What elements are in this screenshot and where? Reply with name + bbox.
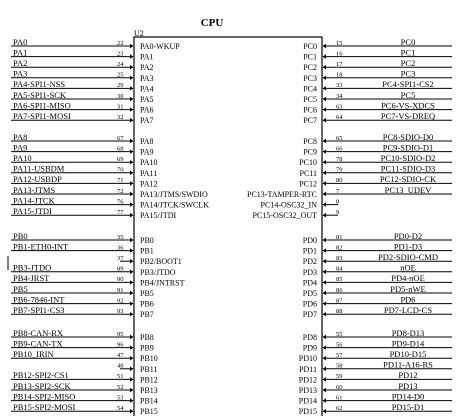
net-label: PD1-D3 — [393, 241, 423, 252]
pin-number: 9 — [336, 209, 340, 216]
pin-number: 53 — [117, 394, 124, 402]
pin-number: 87 — [336, 297, 343, 305]
pin-name: PC8 — [303, 137, 317, 146]
net-label: PC2 — [400, 58, 416, 68]
pin-arrow — [323, 398, 327, 402]
pin-arrow — [130, 65, 134, 69]
pin-arrow — [323, 345, 327, 349]
pin-number: 67 — [117, 134, 124, 142]
right-pin-row — [247, 185, 452, 199]
pin-name: PD8 — [302, 333, 317, 342]
net-label: PC8-SDIO-D0 — [382, 131, 434, 142]
pin-number: 60 — [336, 383, 343, 391]
net-label: PD0-D2 — [393, 230, 423, 241]
left-pin-row — [11, 58, 154, 72]
net-label: PA10 — [13, 153, 32, 163]
pin-name: PC9 — [303, 147, 317, 157]
pin-number: 83 — [336, 255, 343, 262]
pin-name: PB11 — [140, 364, 158, 374]
pin-arrow — [323, 181, 327, 185]
net-label: PC7-VS-DREQ — [380, 111, 436, 121]
pin-arrow — [130, 202, 134, 206]
pin-arrow — [323, 238, 327, 242]
net-label: PB7-SPI1-CS3 — [13, 305, 65, 315]
pin-number: 23 — [117, 50, 124, 58]
right-pin-row — [303, 58, 452, 72]
pin-number: 51 — [117, 373, 124, 381]
pin-name: PC11 — [299, 168, 317, 178]
pin-arrow — [130, 388, 134, 392]
pin-arrow — [323, 356, 327, 360]
net-label: PD2-SDIO-CMD — [378, 252, 438, 262]
pin-number: 64 — [336, 114, 343, 121]
left-pin-row — [117, 255, 182, 266]
right-pin-row — [303, 37, 452, 51]
right-pins — [247, 37, 452, 416]
net-label: PD13 — [398, 380, 418, 391]
pin-name: PA7 — [140, 116, 154, 126]
pin-arrow — [130, 259, 134, 263]
pin-arrow — [323, 280, 327, 284]
right-pin-row — [303, 284, 452, 298]
pin-arrow — [323, 202, 327, 206]
pin-number: 55 — [336, 330, 343, 338]
pin-arrow — [130, 312, 134, 316]
pin-name: PB12 — [140, 375, 158, 385]
net-label: PD8-D13 — [391, 327, 425, 338]
left-pin-row — [117, 363, 158, 374]
net-label: PB10_IRIN — [13, 349, 54, 359]
pin-name: PA13/JTMS/SWDIO — [140, 190, 208, 199]
pin-name: PD14 — [298, 396, 317, 406]
pin-name: PC4 — [303, 84, 317, 94]
pin-name: PA6 — [140, 105, 154, 115]
net-label: PD12 — [398, 370, 418, 381]
pin-name: PD13 — [298, 386, 317, 395]
pin-arrow — [130, 270, 134, 274]
chip-body — [134, 37, 322, 416]
pin-name: PC5 — [303, 95, 317, 104]
pin-number: 71 — [117, 177, 124, 185]
pin-number: 84 — [336, 265, 343, 273]
net-label: PA2 — [13, 58, 28, 68]
net-label: PA12-USBDP — [13, 174, 62, 185]
net-label: PC6-VS-XDCS — [381, 100, 435, 111]
pin-number: 63 — [336, 103, 343, 111]
net-label: PA4-SPI1-NSS — [13, 79, 66, 90]
net-label: PB0 — [13, 230, 28, 241]
pin-arrow — [323, 171, 327, 175]
pin-name: PA1 — [140, 52, 154, 62]
pin-arrow — [130, 356, 134, 360]
net-label: PA5-SPI1-SCK — [13, 89, 67, 100]
component-ref: U2 — [134, 29, 144, 38]
pin-name: PD5 — [302, 289, 317, 298]
net-label: PB6-7846-INT — [13, 294, 65, 305]
pin-name: PB8 — [140, 333, 154, 342]
pin-name: PB10 — [140, 354, 158, 364]
net-label: PC10-SDIO-D2 — [380, 153, 436, 163]
pin-name: PC12 — [299, 179, 317, 189]
pin-number: 77 — [117, 209, 124, 216]
net-label: nOE — [400, 262, 416, 273]
net-label: PB13-SPI2-SCK — [13, 380, 71, 391]
pin-arrow — [323, 248, 327, 252]
pin-number: 91 — [117, 286, 124, 294]
pin-name: PC14-OSC32_IN — [260, 200, 317, 210]
pin-number: 15 — [336, 39, 343, 47]
pin-number: 58 — [336, 362, 343, 370]
pin-arrow — [130, 160, 134, 164]
pin-arrow — [323, 149, 327, 153]
net-label: PB4-JRST — [13, 273, 50, 284]
pin-arrow — [130, 107, 134, 111]
left-pin-row — [11, 142, 154, 156]
left-pin-row — [11, 37, 180, 51]
net-label: PA7-SPI1-MOSI — [13, 111, 71, 121]
pin-name: PB7 — [140, 310, 154, 320]
net-label: PA3 — [13, 68, 28, 79]
pin-name: PD11 — [299, 364, 317, 374]
pin-number: 24 — [117, 61, 124, 68]
pin-arrow — [323, 44, 327, 48]
pin-name: PC2 — [303, 63, 317, 73]
right-pin-row — [303, 338, 452, 352]
pin-name: PA12 — [140, 179, 158, 189]
pin-number: 33 — [336, 82, 343, 90]
net-label: PC0 — [400, 36, 416, 47]
net-label: PD14-D0 — [391, 391, 425, 402]
pin-arrow — [130, 118, 134, 122]
pin-name: PB13 — [140, 386, 158, 395]
pin-number: 36 — [117, 244, 124, 252]
pin-number: 47 — [117, 352, 124, 359]
right-pin-row — [303, 47, 452, 61]
pin-arrow — [130, 54, 134, 58]
pin-name: PD6 — [302, 299, 317, 309]
pin-number: 48 — [117, 362, 124, 370]
right-pin-row — [303, 252, 452, 266]
net-label: PB12-SPI2-CS1 — [13, 370, 69, 381]
pin-number: 35 — [117, 233, 124, 241]
left-pins — [11, 37, 209, 416]
pin-arrow — [323, 409, 327, 413]
pin-name: PA15/JTDI — [140, 211, 177, 221]
pin-name: PD2 — [302, 257, 317, 267]
pin-number: 52 — [117, 383, 124, 391]
pin-arrow — [323, 76, 327, 80]
pin-arrow — [130, 139, 134, 143]
pin-number: 7 — [336, 187, 340, 195]
pin-name: PA14/JTCK/SWCLK — [140, 200, 210, 210]
pin-arrow — [130, 345, 134, 349]
right-pin-row — [253, 209, 340, 220]
pin-number: 79 — [336, 166, 343, 174]
pin-arrow — [130, 238, 134, 242]
pin-arrow — [130, 44, 134, 48]
left-pin-row — [11, 47, 154, 61]
pin-arrow — [323, 367, 327, 371]
net-label: PD11-A16-RS — [383, 359, 433, 370]
net-label: PB14-SPI2-MISO — [13, 391, 76, 402]
pin-name: PA10 — [140, 158, 158, 168]
net-label: PD10-D15 — [389, 349, 427, 359]
pin-arrow — [323, 192, 327, 196]
pin-number: 89 — [117, 265, 124, 273]
pin-name: PD10 — [298, 354, 317, 364]
pin-number: 66 — [336, 145, 343, 153]
pin-arrow — [323, 65, 327, 69]
pin-name: PD9 — [302, 343, 317, 353]
pin-number: 68 — [117, 145, 124, 153]
pin-name: PB0 — [140, 236, 154, 245]
pin-name: PB4/JNTRST — [140, 278, 185, 288]
pin-number: 81 — [336, 233, 343, 241]
pin-arrow — [323, 312, 327, 316]
pin-name: PC6 — [303, 105, 317, 115]
pin-number: 70 — [117, 166, 124, 174]
net-label: PB9-CAN-TX — [13, 338, 63, 349]
pin-arrow — [323, 118, 327, 122]
pin-name: PA3 — [140, 73, 154, 83]
pin-arrow — [323, 388, 327, 392]
pin-arrow — [323, 270, 327, 274]
pin-number: 92 — [117, 297, 124, 305]
pin-number: 59 — [336, 373, 343, 381]
pin-arrow — [323, 97, 327, 101]
pin-name: PC0 — [303, 42, 317, 51]
net-label: PD15-D1 — [391, 402, 425, 412]
pin-number: 8 — [336, 198, 340, 206]
right-pin-row — [303, 305, 452, 319]
pin-name: PC10 — [299, 158, 317, 168]
net-label: PC13_UDEV — [384, 184, 432, 195]
net-label: PD5-nWE — [390, 283, 426, 294]
pin-arrow — [130, 171, 134, 175]
pin-number: 61 — [336, 394, 343, 402]
net-label: PA11-USBDM — [13, 163, 65, 174]
pin-arrow — [130, 291, 134, 295]
pin-arrow — [130, 76, 134, 80]
pin-number: 69 — [117, 156, 124, 163]
net-label: PB8-CAN-RX — [13, 327, 64, 338]
pin-name: PD15 — [298, 407, 317, 416]
pin-name: PA0-WKUP — [140, 42, 180, 51]
pin-name: PB6 — [140, 299, 154, 309]
net-label: PA0 — [13, 36, 28, 47]
net-label: PB15-SPI2-MOSI — [13, 402, 76, 412]
right-pin-row — [303, 231, 452, 245]
pin-number: 86 — [336, 286, 343, 294]
pin-arrow — [130, 97, 134, 101]
pin-arrow — [130, 367, 134, 371]
left-pin-row — [11, 349, 158, 363]
right-pin-row — [303, 273, 452, 287]
pin-arrow — [130, 280, 134, 284]
pin-name: PA8 — [140, 137, 154, 146]
pin-name: PA5 — [140, 95, 154, 104]
pin-number: 16 — [336, 50, 343, 58]
pin-arrow — [323, 139, 327, 143]
pin-name: PD4 — [302, 278, 317, 288]
net-label: PC3 — [400, 68, 416, 79]
net-label: PA9 — [13, 142, 28, 153]
net-label: PA14-JTCK — [13, 195, 55, 206]
pin-arrow — [130, 377, 134, 381]
pin-name: PC3 — [303, 73, 317, 83]
schematic-title: CPU — [200, 17, 224, 29]
pin-name: PD1 — [302, 246, 317, 256]
net-label: PA6-SPI1-MISO — [13, 100, 71, 111]
pin-arrow — [323, 160, 327, 164]
net-label: PC4-SPI1-CS2 — [382, 79, 434, 90]
left-pin-row — [11, 402, 158, 416]
net-label: PC12-SDIO-CK — [379, 174, 437, 185]
pin-arrow — [323, 377, 327, 381]
pin-name: PB15 — [140, 407, 158, 416]
left-pin-row — [11, 132, 154, 146]
right-pin-row — [303, 328, 452, 342]
pin-name: PD7 — [302, 310, 317, 320]
pin-number: 96 — [117, 341, 124, 349]
pin-number: 18 — [336, 71, 343, 79]
pin-name: PB1 — [140, 246, 154, 256]
pin-arrow — [323, 54, 327, 58]
pin-number: 95 — [117, 330, 124, 338]
net-label: PA8 — [13, 131, 28, 142]
net-label: PA13-JTMS — [13, 184, 56, 195]
pin-number: 37 — [117, 255, 124, 262]
pin-arrow — [130, 213, 134, 217]
net-label: PC9-SDIO-D1 — [382, 142, 434, 153]
pin-arrow — [130, 86, 134, 90]
pin-number: 54 — [117, 405, 124, 412]
pin-name: PA9 — [140, 147, 154, 157]
pin-number: 76 — [117, 198, 124, 206]
pin-arrow — [130, 335, 134, 339]
net-label: PC1 — [400, 47, 416, 58]
pin-name: PB9 — [140, 343, 154, 353]
net-label: PD7-LCD-CS — [383, 305, 433, 315]
net-label: PC5 — [400, 89, 416, 100]
net-label: PD6 — [400, 294, 416, 305]
net-label: PB3-JTDO — [13, 262, 52, 273]
pin-arrow — [130, 192, 134, 196]
net-label: PA15-JTDI — [13, 206, 52, 216]
pin-arrow — [130, 149, 134, 153]
right-pin-row — [303, 79, 452, 93]
pin-number: 93 — [117, 308, 124, 315]
pin-number: 34 — [336, 92, 343, 100]
net-label: PD4-nOE — [391, 273, 425, 284]
pin-number: 56 — [336, 341, 343, 349]
pin-name: PB3/JTDO — [140, 267, 176, 277]
pin-arrow — [130, 181, 134, 185]
pin-arrow — [130, 409, 134, 413]
pin-number: 72 — [117, 187, 124, 195]
pin-number: 57 — [336, 352, 343, 359]
right-pin-row — [303, 263, 452, 277]
net-label: PC11-SDIO-D3 — [380, 163, 436, 174]
pin-arrow — [323, 86, 327, 90]
left-pin-row — [11, 305, 154, 319]
pin-arrow — [130, 248, 134, 252]
right-pin-row — [261, 198, 340, 209]
pin-name: PD12 — [298, 375, 317, 385]
pin-arrow — [323, 335, 327, 339]
pin-number: 85 — [336, 276, 343, 284]
pin-number: 22 — [117, 39, 124, 47]
left-pin-row — [11, 111, 154, 125]
pin-name: PA4 — [140, 84, 154, 94]
pin-arrow — [130, 398, 134, 402]
pin-name: PB14 — [140, 396, 158, 406]
net-label: PA1 — [13, 47, 28, 58]
pin-name: PC7 — [303, 116, 317, 126]
pin-name: PB2/BOOT1 — [140, 257, 182, 267]
pin-number: 32 — [117, 114, 124, 121]
pin-arrow — [323, 259, 327, 263]
pin-name: PC15-OSC32_OUT — [252, 211, 317, 221]
pin-name: PD0 — [302, 236, 317, 245]
net-label: PB5 — [13, 283, 28, 294]
right-pin-row — [303, 111, 452, 125]
pin-arrow — [323, 213, 327, 217]
pin-arrow — [130, 301, 134, 305]
pin-number: 62 — [336, 405, 343, 412]
pin-name: PC13-TAMPER-RTC — [247, 190, 317, 199]
pin-number: 90 — [117, 276, 124, 284]
pin-arrow — [323, 107, 327, 111]
pin-number: 25 — [117, 71, 124, 79]
pin-number: 80 — [336, 177, 343, 185]
pin-name: PA11 — [140, 168, 158, 178]
pin-number: 29 — [117, 82, 124, 90]
pin-number: 17 — [336, 61, 343, 68]
pin-number: 88 — [336, 308, 343, 315]
pin-number: 31 — [117, 103, 124, 111]
pin-name: PB5 — [140, 289, 154, 298]
pin-name: PD3 — [302, 267, 317, 277]
pin-number: 78 — [336, 156, 343, 163]
net-label: PB1-ETH0-INT — [13, 241, 69, 252]
pin-arrow — [323, 291, 327, 295]
net-label: PD9-D14 — [391, 338, 425, 349]
pin-name: PA2 — [140, 63, 154, 73]
pin-name: PC1 — [303, 52, 317, 62]
pin-number: 30 — [117, 92, 124, 100]
pin-number: 65 — [336, 134, 343, 142]
pin-number: 82 — [336, 244, 343, 252]
left-pin-row — [11, 241, 154, 255]
pin-arrow — [323, 301, 327, 305]
